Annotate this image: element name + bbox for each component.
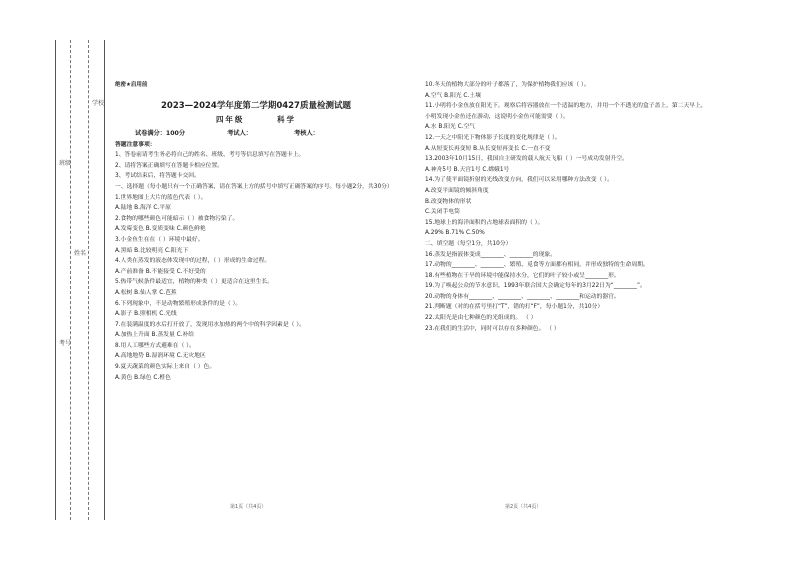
left-column bbox=[115, 80, 397, 383]
notice-heading: 答题注意事项： bbox=[115, 141, 156, 148]
part1-intro: 一、选择题（每小题只有一个正确答案，请在答案上方的括号中填写正确答案的序号。每小题2分，共30分） bbox=[115, 183, 393, 190]
question-line: 6.下列现象中，不是动物繁殖形成条件的是（ ）。 bbox=[115, 300, 242, 307]
question-line: 16.蒸发是指液体变成________、________的现象。 bbox=[425, 251, 556, 258]
question-line: 18.有些植物在干旱的环境中能保持水分，它们的叶子较小或呈________形。 bbox=[425, 272, 620, 279]
section-heading: 21.判断题（对的在括号里打“T”，错的打“F”，每小题1分，共10分） bbox=[425, 304, 604, 311]
question-line: C.关闭手电筒 bbox=[425, 209, 460, 216]
exam-title: 2023—2024学年度第二学期0427质量检测试题 bbox=[161, 100, 351, 111]
question-line: 20.动物的身体有________、________、________、________和运动的器官。 bbox=[425, 293, 620, 300]
question-line: A.松树 B.仙人掌 C.芭蕉 bbox=[115, 289, 177, 296]
notice-item: 2、请将答案正确填写在答题卡相应位置。 bbox=[115, 162, 224, 169]
question-line: A.水 B.阳光 C.空气 bbox=[425, 124, 476, 131]
question-line: 14.为了使平面镜折射的光线改变方向，我们可以采用哪种方法改变（ ）。 bbox=[425, 177, 613, 184]
question-line: 7.在装满温度的水后打开放了，发现用水加热的两个中的科学因素是（ ）。 bbox=[115, 321, 305, 328]
binding-dash-line bbox=[88, 40, 89, 520]
subject-label: 科学 bbox=[277, 114, 297, 124]
question-line: 17.动物的________、________、繁殖、觅食等方面都有相同，并形成独特的生命周期。 bbox=[425, 262, 649, 269]
binding-school-label: 学校 bbox=[92, 100, 105, 107]
question-line: 13.2003年10月15日，我国自主研发的载人航天飞船（ ）一号成功发射升空。 bbox=[425, 156, 628, 163]
notice-item: 3、考试结束后，将答题卡交回。 bbox=[115, 173, 200, 180]
question-line: A.加热上升面 B.蒸发量 C.补给 bbox=[115, 332, 195, 339]
question-line: 22.太阳光是由七种颜色的光组成的。 （ ） bbox=[425, 315, 537, 322]
right-column bbox=[425, 80, 710, 334]
question-line: A.神舟5号 B.天宫1号 C.嫦娥1号 bbox=[425, 166, 510, 173]
question-line: 4.人类在蒸发的液态体发现中的过程，（ ）形成的生命过程。 bbox=[115, 258, 271, 265]
question-line: A.空气 B.阳光 C.土壤 bbox=[425, 92, 481, 99]
question-line: 10.冬天的植物大部分的叶子都落了，为保护植物我们应该（ ）。 bbox=[425, 82, 590, 88]
question-line: 11.小明将小金鱼放在阳光下，观察后将容器放在一个适温的地方，并用一个不透光的盒子盖上，第二天早上，小明发现小金鱼还在游动，这说明小金鱼可能需要（ ）。 bbox=[425, 103, 707, 120]
question-line: A.发霉变色 B.变质变味 C.颜色鲜艳 bbox=[115, 226, 206, 233]
question-line: B.改变物体的形状 bbox=[425, 198, 472, 205]
question-line: A.影子 B.照相机 C.光线 bbox=[115, 311, 177, 318]
question-line: A.高地地势 B.湿润环境 C.无灾地区 bbox=[115, 353, 206, 360]
section-heading: 二、填空题（每空1分，共10分） bbox=[425, 240, 512, 247]
question-line: A.从短变长再变短 B.从长变短再变长 C.一直不变 bbox=[425, 145, 551, 152]
binding-class-label: 班级 bbox=[59, 160, 72, 167]
exam-subtitle bbox=[115, 113, 397, 127]
binding-dash-line bbox=[70, 40, 71, 520]
question-line: 19.为了唤起公众的节水意识，1993年联合国大会确定每年的3月22日为“________”。 bbox=[425, 283, 646, 290]
binding-name-label: 姓名 bbox=[74, 250, 87, 257]
question-line: A.改变平面镜的倾斜角度 bbox=[425, 187, 489, 194]
page-footer-left: 第1页（共4页） bbox=[230, 504, 267, 510]
full-score: 试卷满分：100分 bbox=[135, 129, 186, 137]
question-line: 1.世界地图上大片的蓝色代表（ ）。 bbox=[115, 194, 207, 201]
question-line: A.产前准备 B.不能接受 C.不好受的 bbox=[115, 268, 206, 275]
question-line: A.黑暗 B.比较明亮 C.阳光下 bbox=[115, 247, 189, 254]
reviewer-label: 考核人： bbox=[294, 129, 319, 137]
question-line: 8.用人工哪些方式避难在（ ）。 bbox=[115, 342, 195, 349]
binding-strip bbox=[55, 40, 105, 520]
question-line: 15.地球上的海洋面积约占地球表面积的（ ）。 bbox=[425, 219, 544, 226]
question-line: 23.在我们的生活中，同时可以存在多种颜色。 （ ） bbox=[425, 325, 560, 332]
binding-number-label: 考号 bbox=[59, 340, 72, 347]
page-footer-right: 第2页（共4页） bbox=[505, 504, 542, 510]
secret-tag: 绝密★启用前 bbox=[115, 82, 148, 88]
question-line: A.黄色 B.绿色 C.橙色 bbox=[115, 374, 171, 381]
question-line: 12.一天之中阳光下物体影子长度的变化规律是（ ）。 bbox=[425, 134, 561, 141]
question-line: 5.热带气候条件最适宜，植物的种类（ ）更适合在这里生长。 bbox=[115, 279, 274, 286]
question-line: A.陆地 B.海洋 C.平原 bbox=[115, 205, 171, 212]
score-row bbox=[115, 127, 397, 140]
examiner-label: 考试人： bbox=[227, 129, 252, 137]
question-line: A.29% B.71% C.50% bbox=[425, 230, 485, 237]
question-line: 9.夏天蔬菜的颜色实际上来自（ ）色。 bbox=[115, 364, 216, 371]
question-line: 3.小金鱼生在在（ ）环境中最好。 bbox=[115, 236, 204, 243]
grade-label: 四年级 bbox=[215, 114, 245, 124]
notice-item: 1、答卷前请考生务必将自己的姓名、班级、考号等信息填写在答题卡上。 bbox=[115, 152, 305, 159]
question-line: 2.食物的哪些颜色可能暗示（ ）被食物污染了。 bbox=[115, 215, 239, 222]
